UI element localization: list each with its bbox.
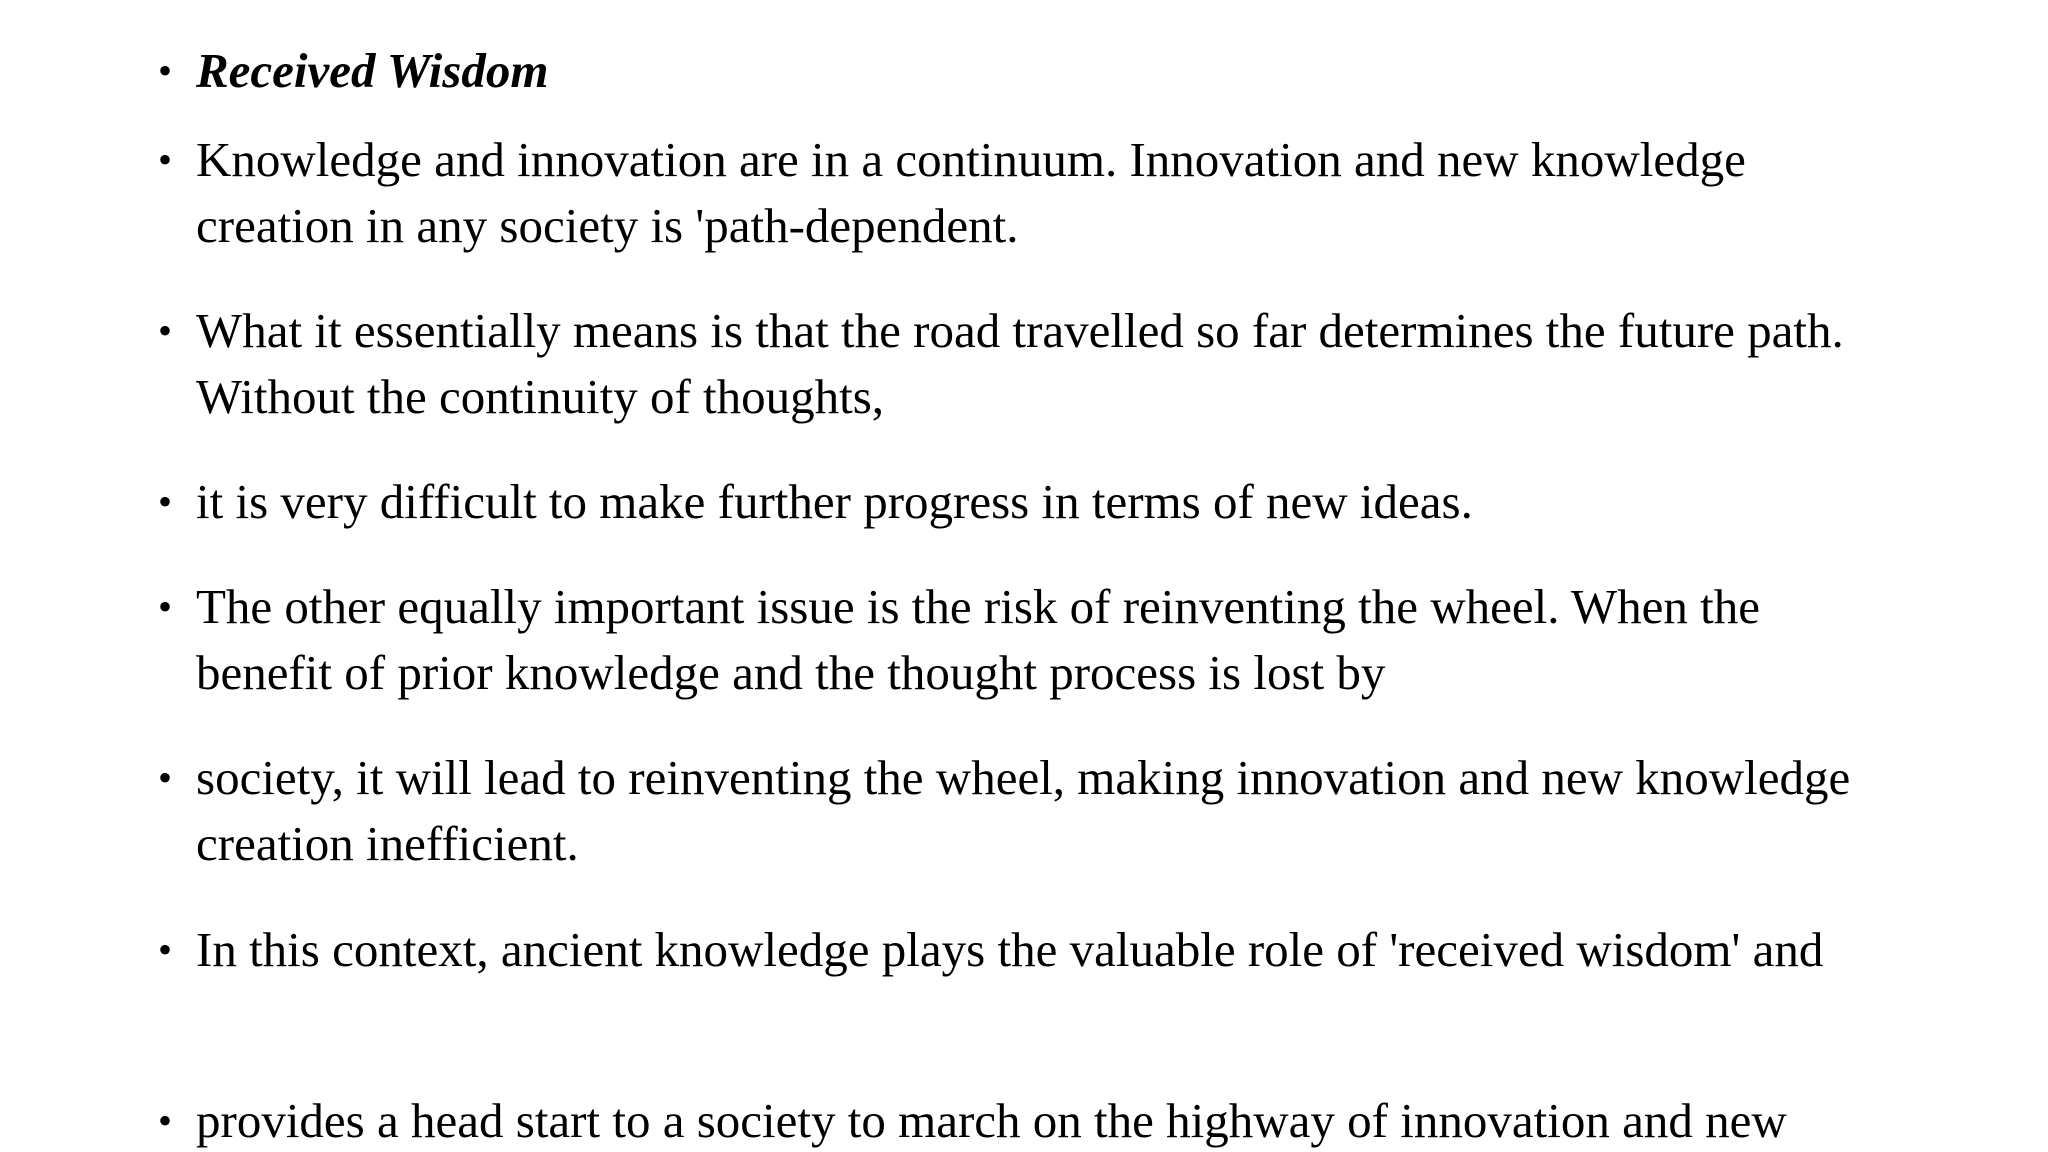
list-item [158, 745, 1896, 877]
bullet-icon: • [158, 755, 173, 800]
bullet-icon: • [158, 48, 173, 93]
list-item [158, 298, 1896, 430]
list-item [158, 574, 1896, 706]
bullet-icon: • [158, 137, 173, 182]
bullet-icon: • [158, 479, 173, 524]
section-heading: Received Wisdom [196, 43, 549, 98]
list-item [158, 1088, 1896, 1152]
paragraph-text: society, it will lead to reinventing the wheel, making innovation and new knowledge creation inefficient. [196, 750, 1851, 871]
list-item-heading [158, 38, 1896, 104]
list-item [158, 127, 1896, 259]
bullet-icon: • [158, 927, 173, 972]
paragraph-text: The other equally important issue is the risk of reinventing the wheel. When the benefit of prior knowledge and the thought process is lost by [196, 579, 1760, 700]
paragraph-text: it is very difficult to make further progress in terms of new ideas. [196, 474, 1473, 529]
bullet-icon: • [158, 1098, 173, 1143]
bullet-icon: • [158, 308, 173, 353]
paragraph-text: What it essentially means is that the road travelled so far determines the future path. Without the continuity of thoughts, [196, 303, 1844, 424]
list-item [158, 917, 1896, 983]
bullet-icon: • [158, 584, 173, 629]
paragraph-text: provides a head start to a society to march on the highway of innovation and new [196, 1093, 1787, 1148]
list-item [158, 469, 1896, 535]
paragraph-text: Knowledge and innovation are in a continuum. Innovation and new knowledge creation in any society is 'path-dependent. [196, 132, 1746, 253]
paragraph-text: In this context, ancient knowledge plays the valuable role of 'received wisdom' and [196, 922, 1824, 977]
